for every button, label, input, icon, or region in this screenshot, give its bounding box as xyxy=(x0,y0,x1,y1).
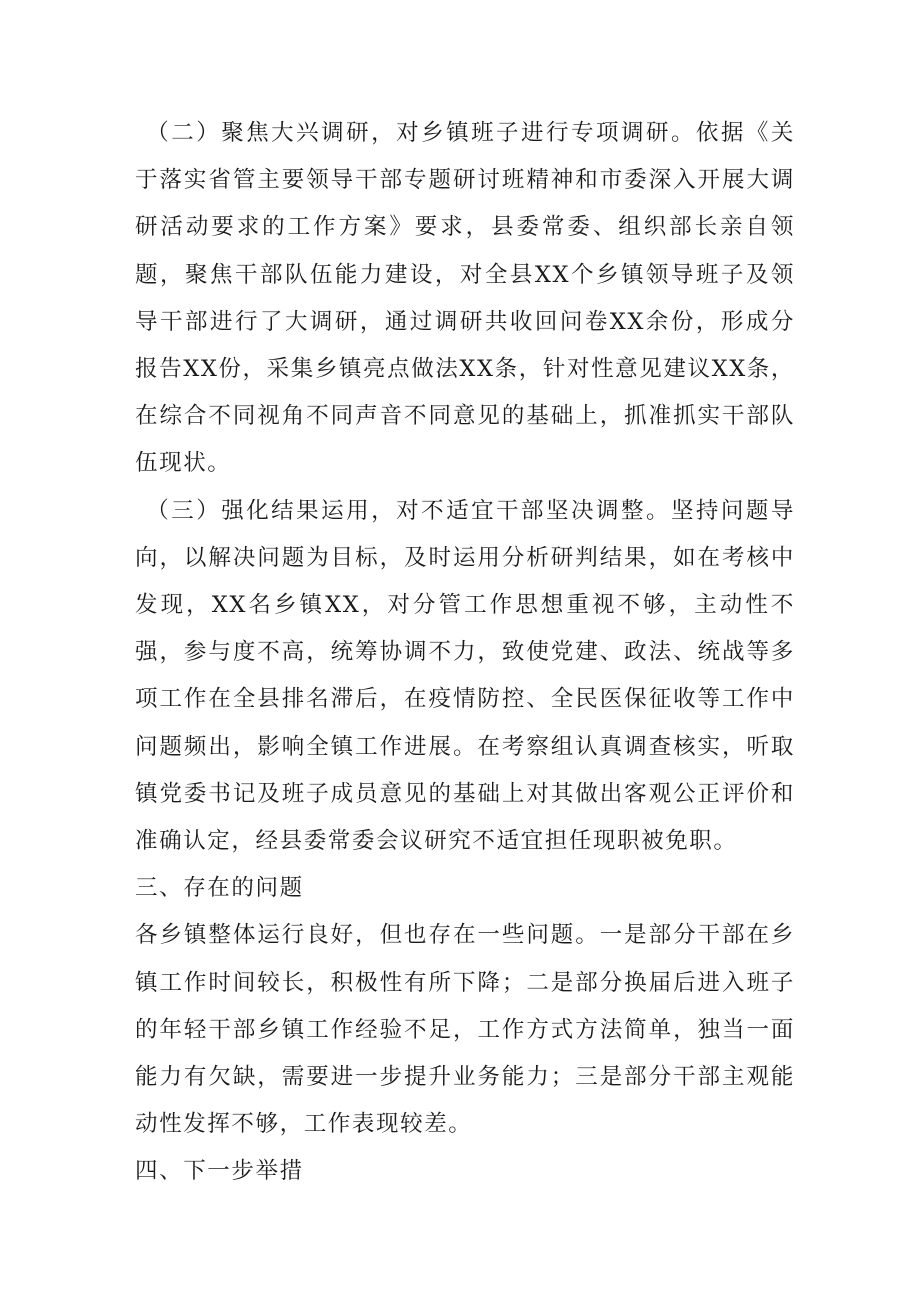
section-heading-problems: 三、存在的问题 xyxy=(135,875,304,902)
section-heading-next-steps: 四、下一步举措 xyxy=(135,1158,304,1185)
paragraph-problems: 各乡镇整体运行良好，但也存在一些问题。一是部分干部在乡镇工作时间较长，积极性有所下降；二是部分换届后进入班子的年轻干部乡镇工作经验不足，工作方式方法简单，独当一面能力有欠缺，需要进一步提升业务能力；三是部分干部主观能动性发挥不够，工作表现较差。 xyxy=(135,922,795,1138)
paragraph-result-application: （三）强化结果运用，对不适宜干部坚决调整。坚持问题导向，以解决问题为目标，及时运用分析研判结果，如在考核中发现，XX名乡镇XX，对分管工作思想重视不够，主动性不强，参与度不高，统筹协调不力，致使党建、政法、统战等多项工作在全县排名滞后，在疫情防控、全民医保征收等工作中问题频出，影响全镇工作进展。在考察组认真调查核实，听取镇党委书记及班子成员意见的基础上对其做出客观公正评价和准确认定，经县委常委会议研究不适宜担任现职被免职。 xyxy=(135,497,795,855)
document-body xyxy=(135,110,795,1196)
paragraph-special-research: （二）聚焦大兴调研，对乡镇班子进行专项调研。依据《关于落实省管主要领导干部专题研讨班精神和市委深入开展大调研活动要求的工作方案》要求，县委常委、组织部长亲自领题，聚焦干部队伍能力建设，对全县XX个乡镇领导班子及领导干部进行了大调研，通过调研共收回问卷XX余份，形成分报告XX份，采集乡镇亮点做法XX条，针对性意见建议XX条，在综合不同视角不同声音不同意见的基础上，抓准抓实干部队伍现状。 xyxy=(135,120,796,477)
